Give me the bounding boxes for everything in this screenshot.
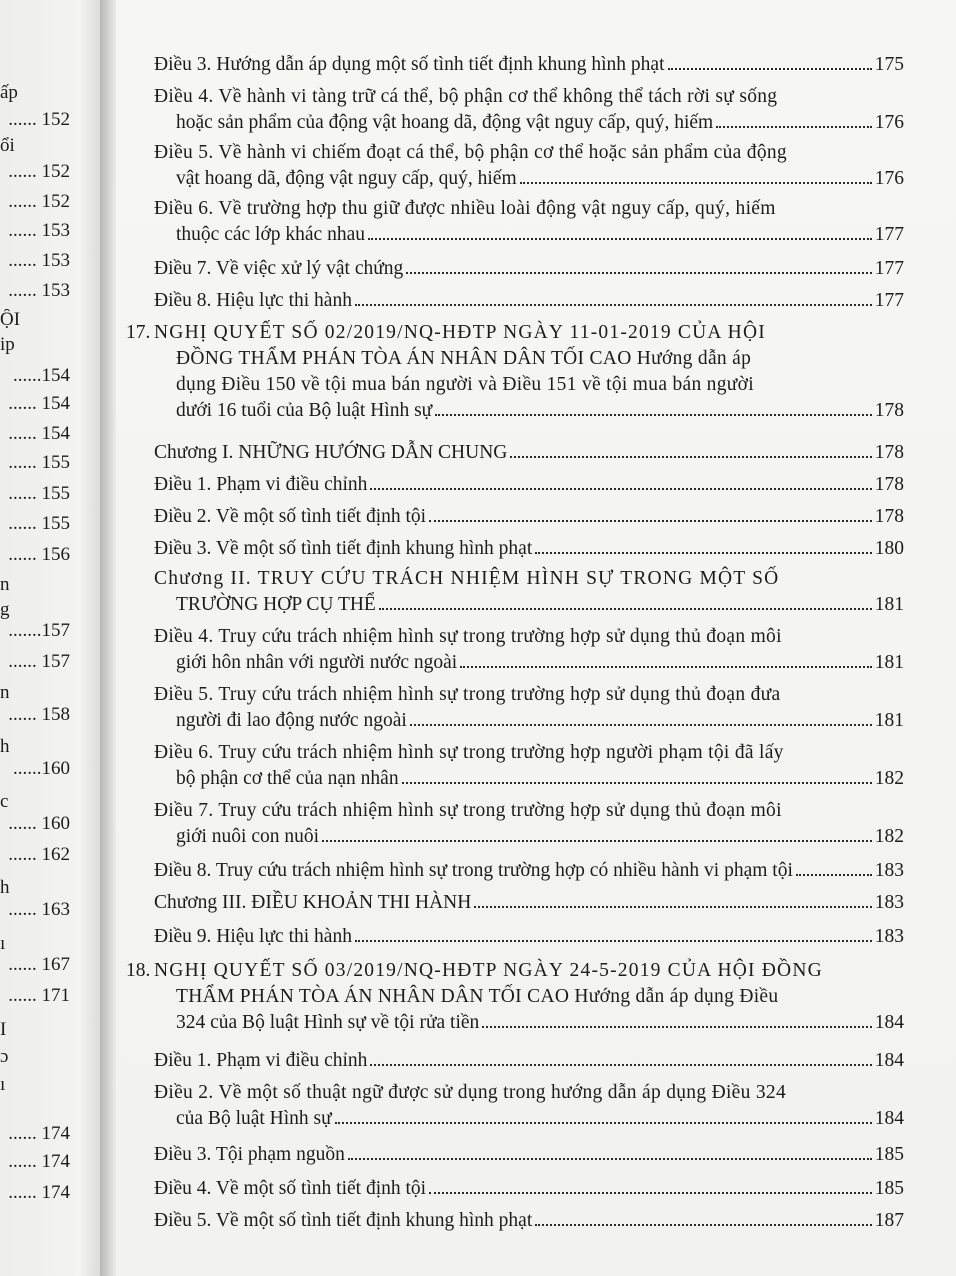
entry-title-cont: của Bộ luật Hình sự [176, 1108, 332, 1129]
dot-leader [402, 782, 872, 784]
section-title: NGHỊ QUYẾT SỐ 02/2019/NQ-HĐTP NGÀY 11-01-2019 CỦA HỘI [154, 322, 766, 343]
toc-entry [154, 140, 904, 192]
toc-section-17 [126, 320, 904, 424]
left-page-line: ...... 174 [8, 1151, 70, 1172]
left-page-line: ...... 162 [8, 844, 70, 865]
page-number: 184 [874, 1108, 904, 1129]
entry-title: Điều 2. Về một số thuật ngữ được sử dụng trong hướng dẫn áp dụng Điều 324 [154, 1082, 786, 1103]
dot-leader [482, 1026, 871, 1028]
page-number: 183 [874, 926, 904, 947]
dot-leader [668, 68, 872, 70]
left-page-line: g [0, 599, 10, 620]
page-number: 175 [874, 54, 904, 75]
entry-title: Điều 3. Hướng dẫn áp dụng một số tình tiết định khung hình phạt [154, 54, 665, 75]
left-page-line: ấp [0, 82, 18, 103]
toc-entry [154, 566, 904, 618]
page-number: 181 [874, 652, 904, 673]
left-page-line: h [0, 736, 10, 757]
left-page-line: ...... 154 [8, 423, 70, 444]
left-page-line: ...... 153 [8, 250, 70, 271]
toc-entry [154, 890, 904, 916]
section-number: 18. [126, 960, 151, 981]
entry-title: Điều 7. Về việc xử lý vật chứng [154, 258, 404, 279]
page-number: 185 [874, 1178, 904, 1199]
section-title: NGHỊ QUYẾT SỐ 03/2019/NQ-HĐTP NGÀY 24-5-2019 CỦA HỘI ĐỒNG [154, 960, 823, 981]
entry-title: Điều 4. Truy cứu trách nhiệm hình sự trong trường hợp sử dụng thủ đoạn môi [154, 626, 782, 647]
dot-leader [429, 520, 872, 522]
left-page-line: ɔ [0, 1046, 9, 1067]
dot-leader [410, 724, 872, 726]
left-page-line: ı [0, 933, 6, 954]
dot-leader [510, 456, 871, 458]
page-number: 182 [874, 768, 904, 789]
left-page-line: h [0, 877, 10, 898]
left-page-line: ı [0, 1074, 6, 1095]
left-page-line: ...... 158 [8, 704, 70, 725]
entry-title: Điều 5. Về hành vi chiếm đoạt cá thể, bộ phận cơ thể hoặc sản phẩm của động [154, 142, 787, 163]
toc-section-18 [126, 958, 904, 1036]
dot-leader [335, 1122, 872, 1124]
left-page-line: ...... 155 [8, 452, 70, 473]
entry-title: Điều 5. Truy cứu trách nhiệm hình sự trong trường hợp sử dụng thủ đoạn đưa [154, 684, 781, 705]
entry-title: Điều 1. Phạm vi điều chỉnh [154, 1050, 368, 1071]
left-page-line: ổi [0, 135, 15, 156]
dot-leader [429, 1192, 872, 1194]
dot-leader [379, 608, 872, 610]
entry-title: Điều 9. Hiệu lực thi hành [154, 926, 352, 947]
section-title-cont: ĐỒNG THẨM PHÁN TÒA ÁN NHÂN DÂN TỐI CAO Hướng dẫn áp [176, 348, 752, 369]
page-number: 178 [874, 442, 904, 463]
page-number: 178 [874, 506, 904, 527]
toc-entry [154, 84, 904, 136]
entry-title: Điều 4. Về một số tình tiết định tội [154, 1178, 427, 1199]
page-number: 183 [874, 860, 904, 881]
entry-title-cont: người đi lao động nước ngoài [176, 710, 407, 731]
left-page-line: ...... 174 [8, 1123, 70, 1144]
entry-title: Chương II. TRUY CỨU TRÁCH NHIỆM HÌNH SỰ TRONG MỘT SỐ [154, 568, 780, 589]
left-page-line: ...... 167 [8, 954, 70, 975]
toc-entry [154, 472, 904, 498]
entry-title: Điều 2. Về một số tình tiết định tội [154, 506, 427, 527]
dot-leader [348, 1158, 872, 1160]
page-number: 180 [874, 538, 904, 559]
dot-leader [435, 414, 872, 416]
entry-title-cont: vật hoang dã, động vật nguy cấp, quý, hiếm [176, 168, 517, 189]
page-number: 178 [874, 474, 904, 495]
entry-title: Điều 7. Truy cứu trách nhiệm hình sự trong trường hợp sử dụng thủ đoạn môi [154, 800, 782, 821]
dot-leader [322, 840, 872, 842]
toc-entry [154, 682, 904, 734]
dot-leader [370, 1064, 871, 1066]
left-page-line: ...... 157 [8, 651, 70, 672]
left-page-line: I [0, 1019, 7, 1040]
toc-entry [154, 52, 904, 78]
left-page-line: .......157 [8, 620, 70, 641]
entry-title: Điều 6. Truy cứu trách nhiệm hình sự trong trường hợp người phạm tội đã lấy [154, 742, 784, 763]
toc-entry [154, 1048, 904, 1074]
page-number: 181 [874, 594, 904, 615]
left-page-line: ...... 152 [8, 109, 70, 130]
section-number: 17. [126, 322, 151, 343]
left-page-line: ...... 155 [8, 513, 70, 534]
left-page-line: ...... 152 [8, 191, 70, 212]
page-number: 181 [874, 710, 904, 731]
toc-page [116, 0, 956, 1276]
left-page-line: ỘI [0, 309, 21, 330]
page-number: 183 [874, 892, 904, 913]
left-page-line: n [0, 574, 10, 595]
left-page-line: ...... 171 [8, 985, 70, 1006]
entry-title-cont: thuộc các lớp khác nhau [176, 224, 365, 245]
page-number: 187 [874, 1210, 904, 1231]
entry-title-cont: TRƯỜNG HỢP CỤ THỂ [176, 594, 376, 615]
entry-title-cont: giới nuôi con nuôi [176, 826, 320, 847]
left-page-line: ...... 163 [8, 899, 70, 920]
left-page-line: ...... 152 [8, 161, 70, 182]
page-number: 178 [874, 400, 904, 421]
toc-entry [154, 536, 904, 562]
entry-title: Điều 6. Về trường hợp thu giữ được nhiều loài động vật nguy cấp, quý, hiếm [154, 198, 776, 219]
left-page-line: ip [0, 334, 15, 355]
page-number: 177 [874, 258, 904, 279]
entry-title-cont: hoặc sản phẩm của động vật hoang dã, động vật nguy cấp, quý, hiếm [176, 112, 714, 133]
dot-leader [368, 238, 872, 240]
left-page-line: ...... 153 [8, 280, 70, 301]
dot-leader [406, 272, 871, 274]
dot-leader [460, 666, 872, 668]
section-title-cont: 324 của Bộ luật Hình sự về tội rửa tiền [176, 1012, 480, 1033]
page-number: 176 [874, 168, 904, 189]
entry-title-cont: giới hôn nhân với người nước ngoài [176, 652, 458, 673]
toc-entry [154, 1176, 904, 1202]
left-page-line: ...... 153 [8, 220, 70, 241]
dot-leader [370, 488, 871, 490]
dot-leader [535, 552, 872, 554]
left-page-line: n [0, 682, 10, 703]
page-number: 176 [874, 112, 904, 133]
section-title-cont: THẨM PHÁN TÒA ÁN NHÂN DÂN TỐI CAO Hướng dẫn áp dụng Điều [176, 986, 779, 1007]
page-number: 177 [874, 224, 904, 245]
toc-entry [154, 740, 904, 792]
entry-title: Điều 8. Hiệu lực thi hành [154, 290, 352, 311]
dot-leader [796, 874, 872, 876]
page-number: 182 [874, 826, 904, 847]
entry-title: Điều 5. Về một số tình tiết định khung hình phạt [154, 1210, 533, 1231]
dot-leader [716, 126, 872, 128]
page-number: 184 [874, 1012, 904, 1033]
entry-title: Điều 8. Truy cứu trách nhiệm hình sự trong trường hợp có nhiều hành vi phạm tội [154, 860, 793, 881]
toc-entry [154, 288, 904, 314]
left-page-line: ...... 160 [8, 813, 70, 834]
section-title-cont: dụng Điều 150 về tội mua bán người và Điều 151 về tội mua bán người [176, 374, 754, 395]
toc-entry [154, 256, 904, 282]
entry-title: Điều 1. Phạm vi điều chỉnh [154, 474, 368, 495]
entry-title: Điều 3. Tội phạm nguồn [154, 1144, 345, 1165]
left-page-line: ...... 156 [8, 544, 70, 565]
left-page-line: ...... 155 [8, 483, 70, 504]
entry-title: Điều 3. Về một số tình tiết định khung hình phạt [154, 538, 533, 559]
entry-title: Chương III. ĐIỀU KHOẢN THI HÀNH [154, 892, 472, 913]
toc-entry [154, 924, 904, 950]
left-page-line: ......154 [13, 365, 70, 386]
dot-leader [355, 304, 872, 306]
entry-title: Điều 4. Về hành vi tàng trữ cá thể, bộ phận cơ thể không thể tách rời sự sống [154, 86, 778, 107]
toc-entry [154, 858, 904, 884]
dot-leader [520, 182, 872, 184]
dot-leader [474, 906, 871, 908]
dot-leader [355, 940, 872, 942]
entry-title-cont: bộ phận cơ thể của nạn nhân [176, 768, 399, 789]
toc-entry [154, 1208, 904, 1234]
toc-entry [154, 624, 904, 676]
page-number: 177 [874, 290, 904, 311]
toc-entry [154, 798, 904, 850]
dot-leader [535, 1224, 872, 1226]
left-page-line: ...... 174 [8, 1182, 70, 1203]
page-number: 184 [874, 1050, 904, 1071]
toc-entry [154, 1080, 904, 1132]
left-page-line: ...... 154 [8, 393, 70, 414]
book-gutter [100, 0, 116, 1276]
left-page-fragment [0, 0, 100, 1276]
toc-entry [154, 1142, 904, 1168]
page-number: 185 [874, 1144, 904, 1165]
left-page-line: ......160 [13, 758, 70, 779]
toc-entry [154, 196, 904, 248]
section-title-cont: dưới 16 tuổi của Bộ luật Hình sự [176, 400, 433, 421]
left-page-line: c [0, 791, 9, 812]
toc-entry [154, 504, 904, 530]
toc-entry [154, 440, 904, 466]
entry-title: Chương I. NHỮNG HƯỚNG DẪN CHUNG [154, 442, 508, 463]
